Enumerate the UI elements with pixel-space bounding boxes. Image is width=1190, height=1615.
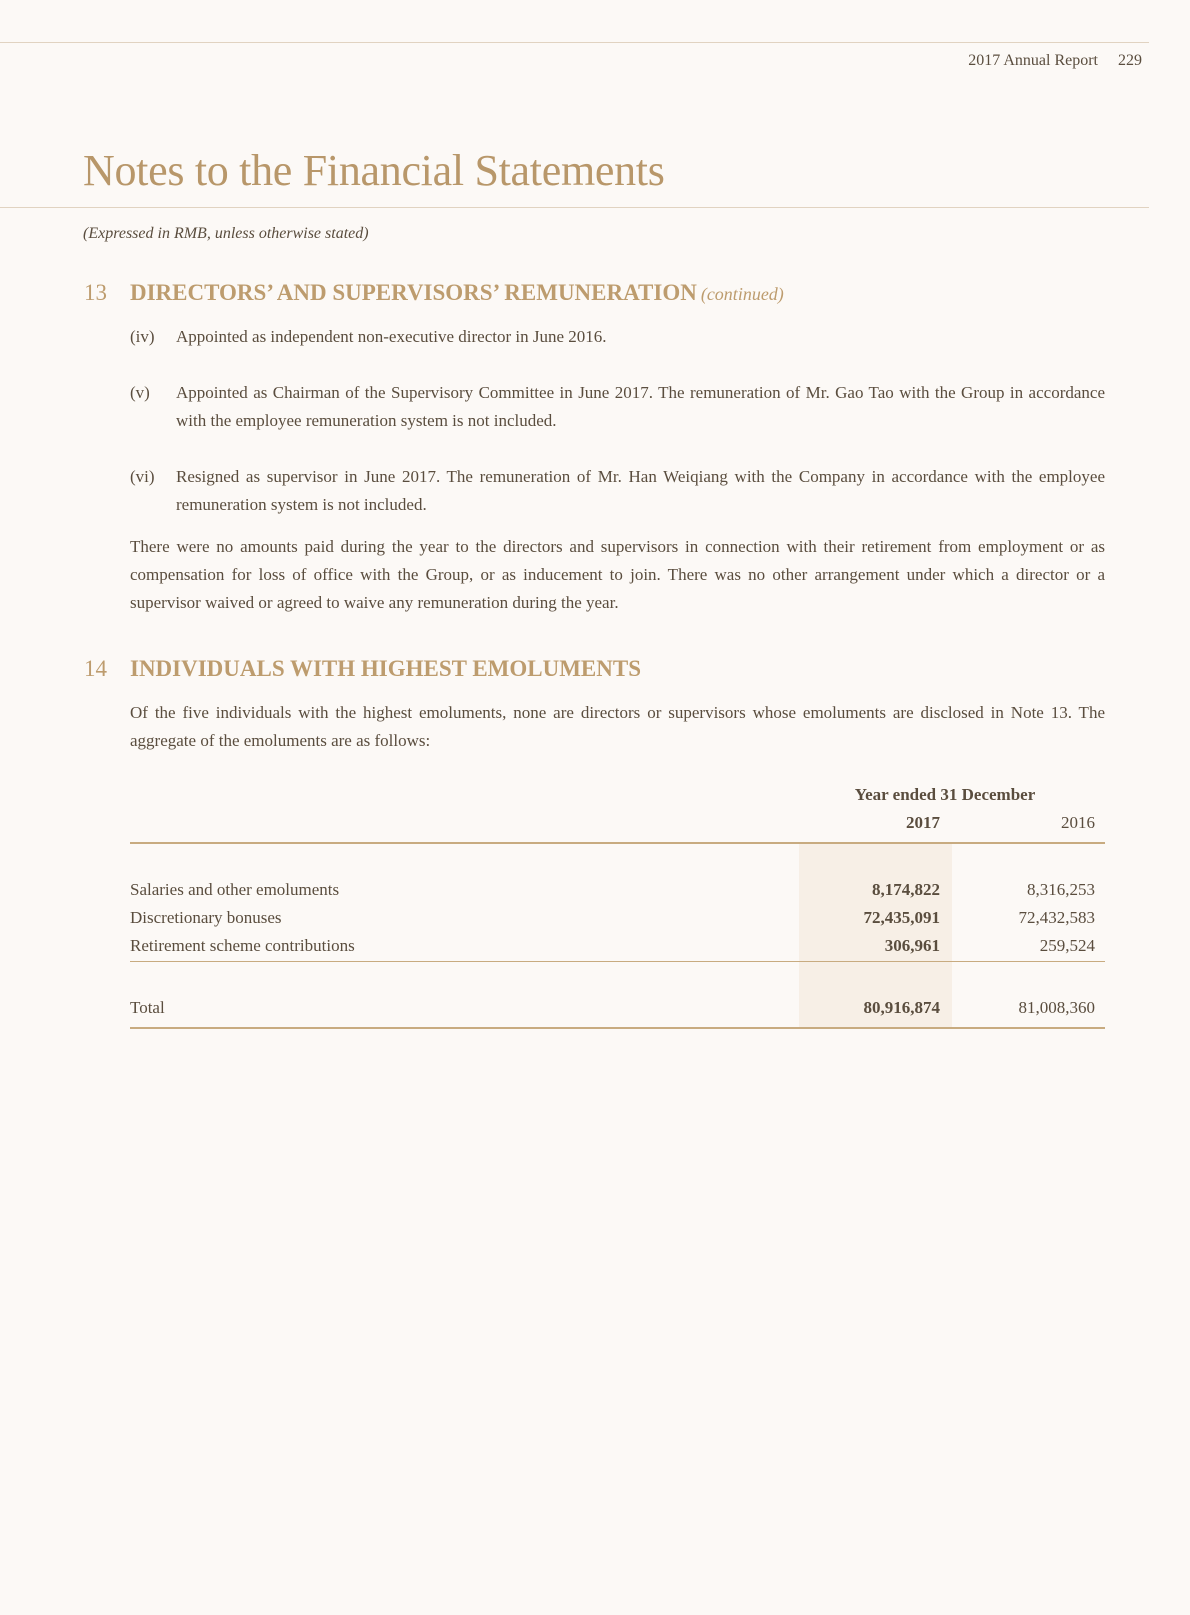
note-item [130, 463, 1105, 519]
row-label: Salaries and other emoluments [130, 880, 340, 899]
retirement-paragraph: There were no amounts paid during the year to the directors and supervisors in connection with their retirement from employment or as compensation for loss of office with the Group, or as inducement to join. There was no other arrangement under which a director or a supervisor waived or agreed to waive any remuneration during the year. [130, 537, 1105, 612]
section-14-heading [84, 656, 641, 682]
section-13-heading [84, 280, 784, 306]
note-text: Appointed as independent non-executive director in June 2016. [176, 327, 607, 346]
cell-2016: 72,432,583 [1018, 908, 1095, 927]
cell-2017: 72,435,091 [863, 908, 940, 927]
page-number: 229 [1118, 52, 1142, 69]
row-label: Retirement scheme contributions [130, 936, 355, 955]
table-header-rule [130, 842, 1105, 844]
emoluments-paragraph: Of the five individuals with the highest emoluments, none are directors or supervisors whose emoluments are disclosed in Note 13. The aggregate of the emoluments are as follows: [130, 703, 1105, 750]
total-rule [130, 1027, 1105, 1029]
table-group-header: Year ended 31 December [854, 785, 1036, 804]
total-2017: 80,916,874 [863, 998, 940, 1017]
note-item [130, 323, 1105, 351]
continued-label: (continued) [700, 284, 784, 304]
cell-2017: 306,961 [884, 936, 940, 955]
section-title: DIRECTORS’ AND SUPERVISORS’ REMUNERATION [130, 280, 697, 305]
note-label: (vi) [130, 467, 155, 486]
note-item [130, 379, 1105, 435]
cell-2016: 259,524 [1039, 936, 1095, 955]
page-title: Notes to the Financial Statements [83, 146, 665, 195]
report-name: 2017 Annual Report [968, 52, 1098, 69]
section-title: INDIVIDUALS WITH HIGHEST EMOLUMENTS [130, 656, 642, 681]
subtotal-rule [130, 961, 1105, 962]
note-text: Resigned as supervisor in June 2017. The remuneration of Mr. Han Weiqiang with the Company in accordance with the employee remuneration system is not included. [176, 467, 1105, 514]
currency-note: (Expressed in RMB, unless otherwise stated) [83, 225, 369, 242]
title-rule [0, 207, 1149, 208]
header-rule [0, 42, 1149, 43]
row-label: Discretionary bonuses [130, 908, 282, 927]
section-number: 13 [84, 280, 107, 305]
note-text: Appointed as Chairman of the Supervisory Committee in June 2017. The remuneration of Mr. Gao Tao with the Group in accordance with the employee remuneration system is not included. [176, 383, 1105, 430]
note-label: (v) [130, 383, 150, 402]
note-label: (iv) [130, 327, 155, 346]
total-label: Total [130, 998, 165, 1017]
section-number: 14 [84, 656, 107, 681]
total-2016: 81,008,360 [1018, 998, 1095, 1017]
cell-2016: 8,316,253 [1027, 880, 1095, 899]
column-header-2017: 2017 [906, 813, 940, 832]
cell-2017: 8,174,822 [872, 880, 940, 899]
column-header-2016: 2016 [1061, 813, 1095, 832]
running-head [968, 52, 1142, 70]
